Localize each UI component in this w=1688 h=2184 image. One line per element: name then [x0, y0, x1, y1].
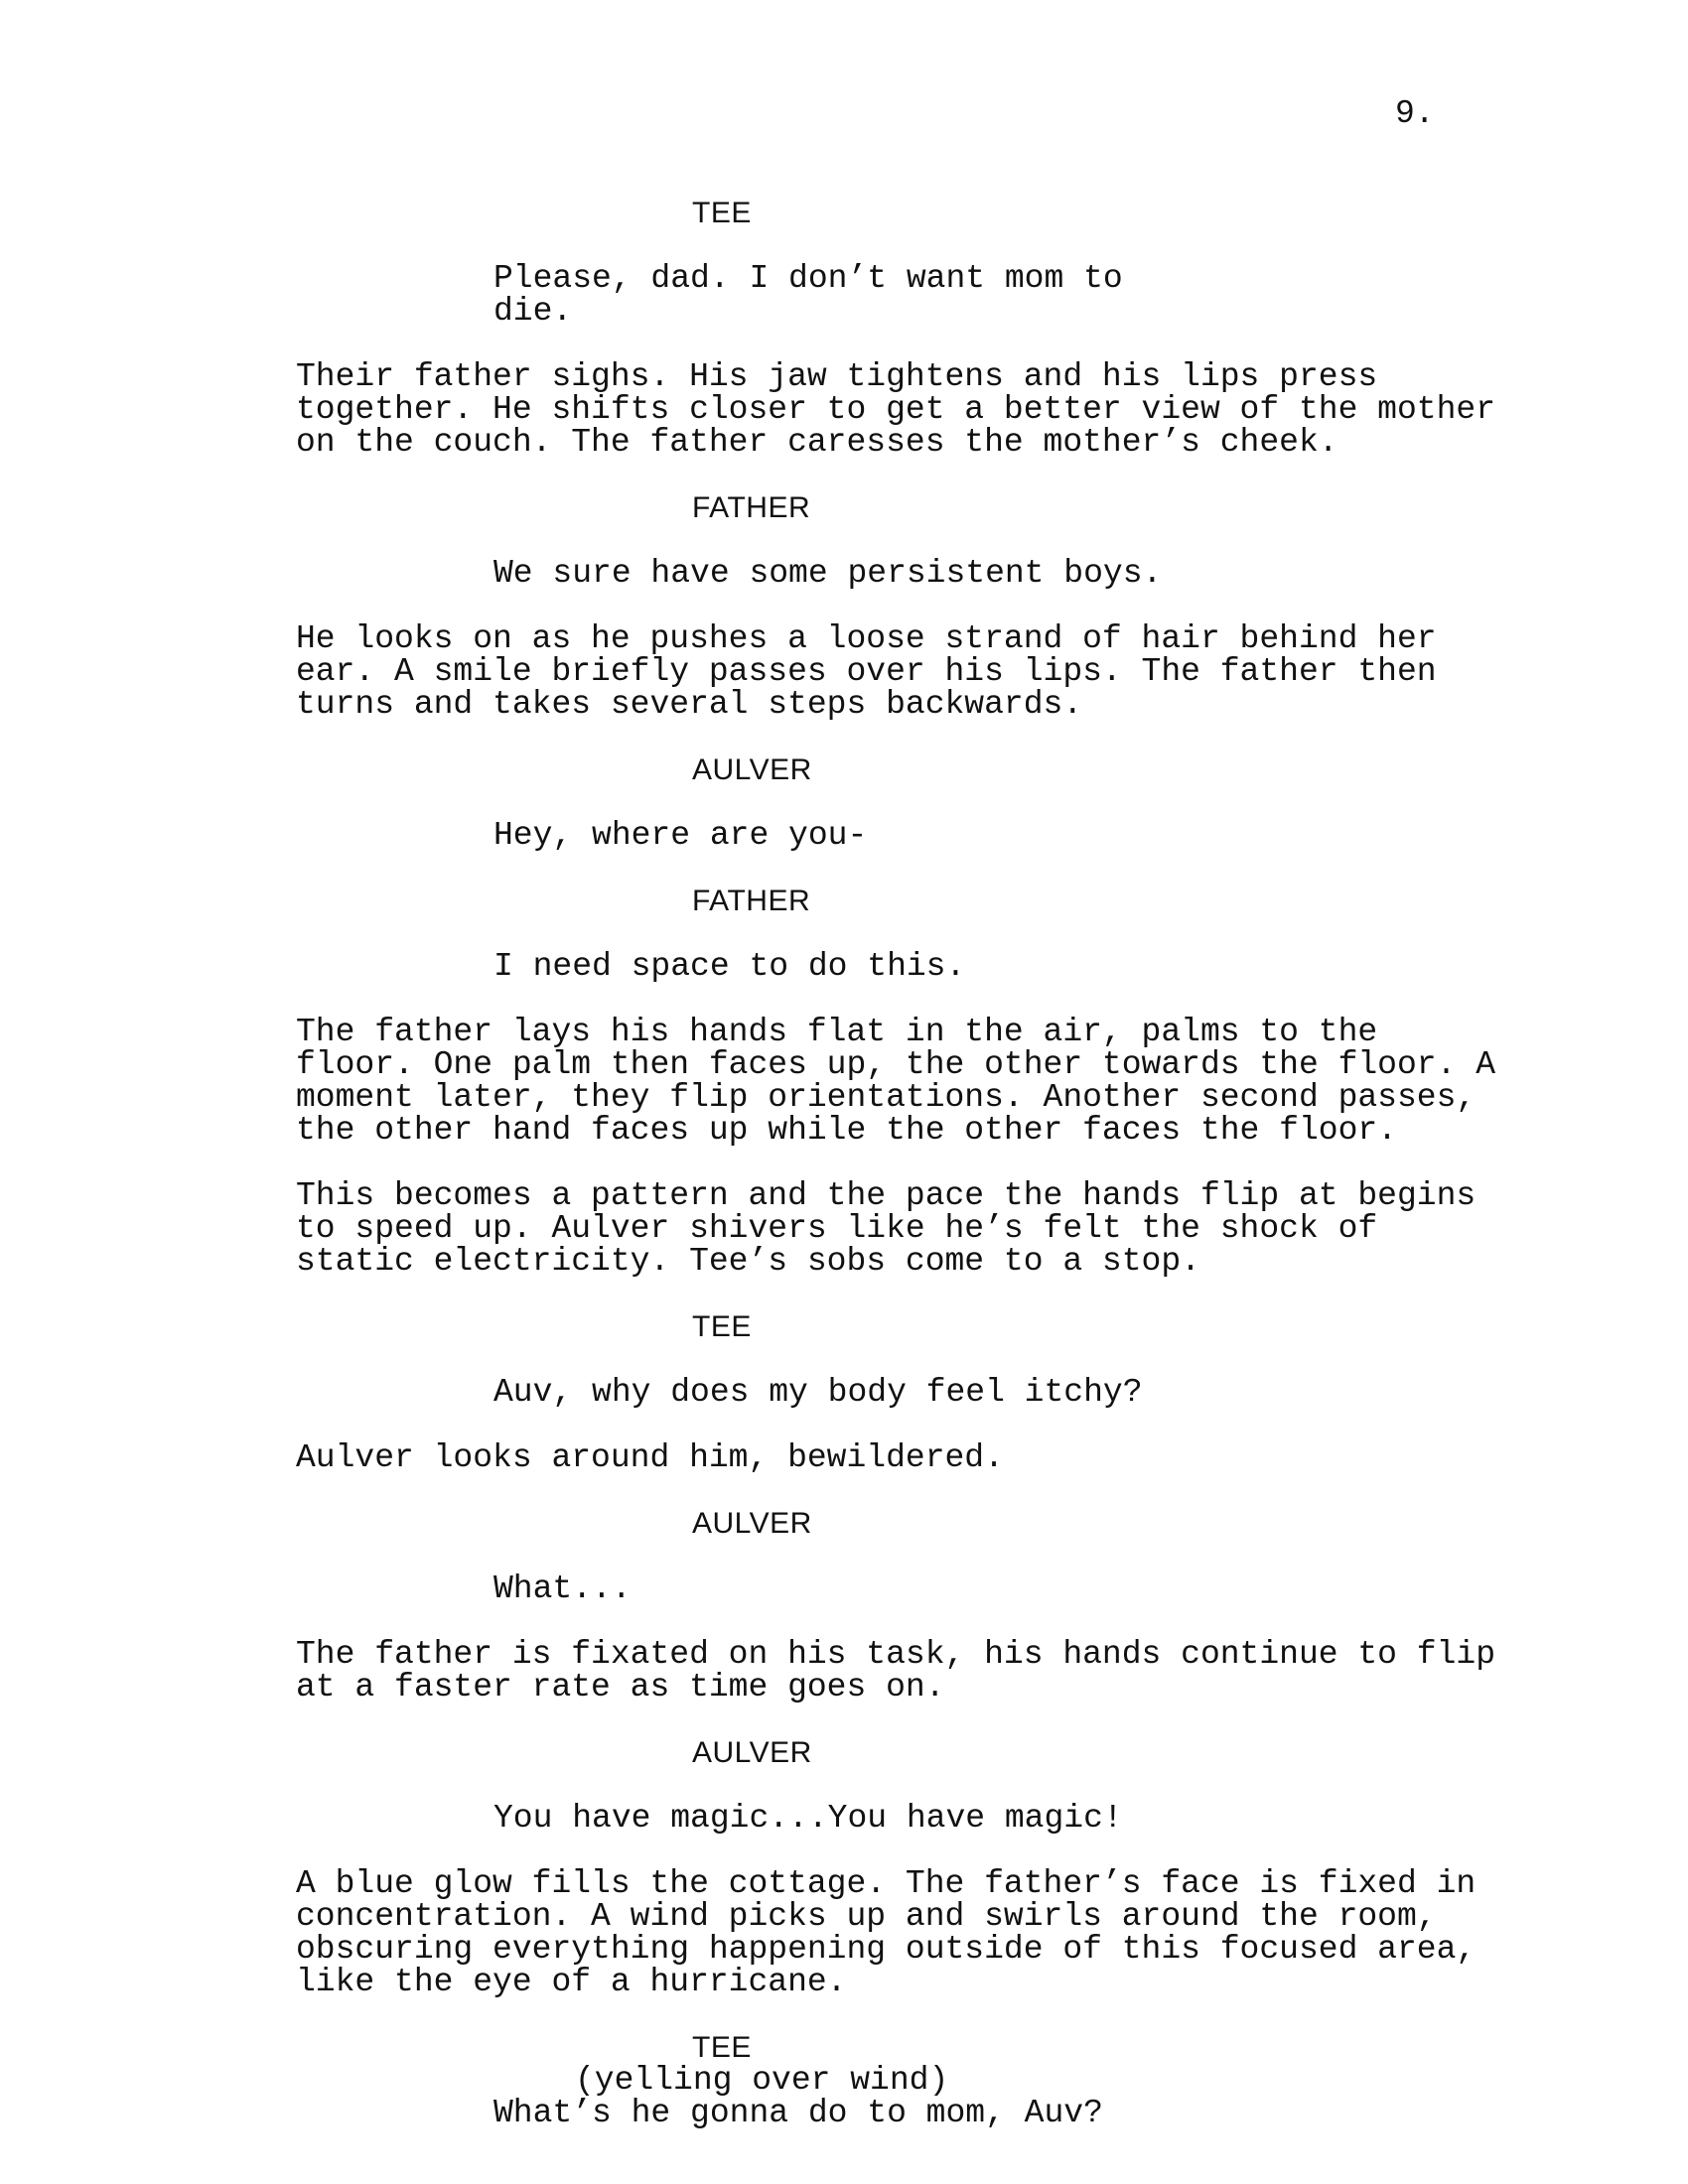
action-line: like the eye of a hurricane. [296, 1964, 847, 2000]
dialogue [493, 819, 1507, 852]
dialogue-line: die. [493, 293, 573, 330]
action-line: The father lays his hands flat in the air, palms to the [296, 1014, 1378, 1050]
action-line: concentration. A wind picks up and swirls around the room, [296, 1898, 1437, 1935]
action-line: ear. A smile briefly passes over his lips. The father then [296, 653, 1437, 690]
dialogue-line: We sure have some persistent boys. [493, 555, 1163, 592]
action-paragraph [296, 360, 1507, 459]
character-cue: AULVER [692, 753, 812, 786]
dialogue [493, 2097, 1507, 2129]
dialogue [493, 557, 1507, 590]
action-line: floor. One palm then faces up, the other towards the floor. A [296, 1046, 1495, 1083]
dialogue [493, 262, 1507, 328]
dialogue-line: Please, dad. I don’t want mom to [493, 260, 1123, 297]
dialogue [493, 1572, 1507, 1605]
action-line: A blue glow fills the cottage. The father’s face is fixed in [296, 1865, 1477, 1902]
action-paragraph [296, 1179, 1507, 1278]
dialogue [493, 1802, 1507, 1835]
parenthetical: (yelling over wind) [575, 2062, 949, 2099]
character-cue: TEE [692, 2031, 752, 2064]
dialogue [493, 950, 1507, 983]
action-line: The father is fixated on his task, his hands continue to flip [296, 1636, 1495, 1673]
action-paragraph [296, 622, 1507, 721]
character-cue: AULVER [692, 1736, 812, 1769]
action-paragraph [296, 1867, 1507, 1998]
dialogue-line: Auv, why does my body feel itchy? [493, 1374, 1143, 1411]
action-line: to speed up. Aulver shivers like he’s felt the shock of [296, 1210, 1378, 1247]
dialogue-line: I need space to do this. [493, 948, 966, 985]
action-line: together. He shifts closer to get a better view of the mother [296, 391, 1495, 428]
action-line: the other hand faces up while the other faces the floor. [296, 1112, 1397, 1149]
page-number: 9. [1395, 95, 1435, 132]
action-line: moment later, they flip orientations. Another second passes, [296, 1079, 1477, 1116]
action-line: Aulver looks around him, bewildered. [296, 1439, 1004, 1476]
character-cue: TEE [692, 197, 752, 229]
action-line: This becomes a pattern and the pace the hands flip at begins [296, 1177, 1477, 1214]
action-paragraph [296, 1441, 1507, 1474]
action-line: on the couch. The father caresses the mother’s cheek. [296, 424, 1338, 461]
action-line: He looks on as he pushes a loose strand of hair behind her [296, 620, 1437, 657]
action-paragraph [296, 1016, 1507, 1147]
character-cue: TEE [692, 1310, 752, 1343]
action-line: Their father sighs. His jaw tightens and his lips press [296, 358, 1378, 395]
character-cue: FATHER [692, 885, 811, 917]
action-line: static electricity. Tee’s sobs come to a stop. [296, 1243, 1200, 1280]
dialogue [493, 1376, 1507, 1409]
screenplay-body [296, 197, 1507, 2162]
action-line: obscuring everything happening outside of this focused area, [296, 1931, 1477, 1968]
action-line: at a faster rate as time goes on. [296, 1669, 945, 1706]
dialogue-line: What... [493, 1570, 632, 1607]
action-paragraph [296, 1638, 1507, 1704]
action-line: turns and takes several steps backwards. [296, 686, 1083, 723]
character-cue: FATHER [692, 491, 811, 524]
character-cue: AULVER [692, 1507, 812, 1540]
dialogue-line: What’s he gonna do to mom, Auv? [493, 2095, 1103, 2131]
dialogue-line: Hey, where are you- [493, 817, 868, 854]
dialogue-line: You have magic...You have magic! [493, 1800, 1123, 1837]
